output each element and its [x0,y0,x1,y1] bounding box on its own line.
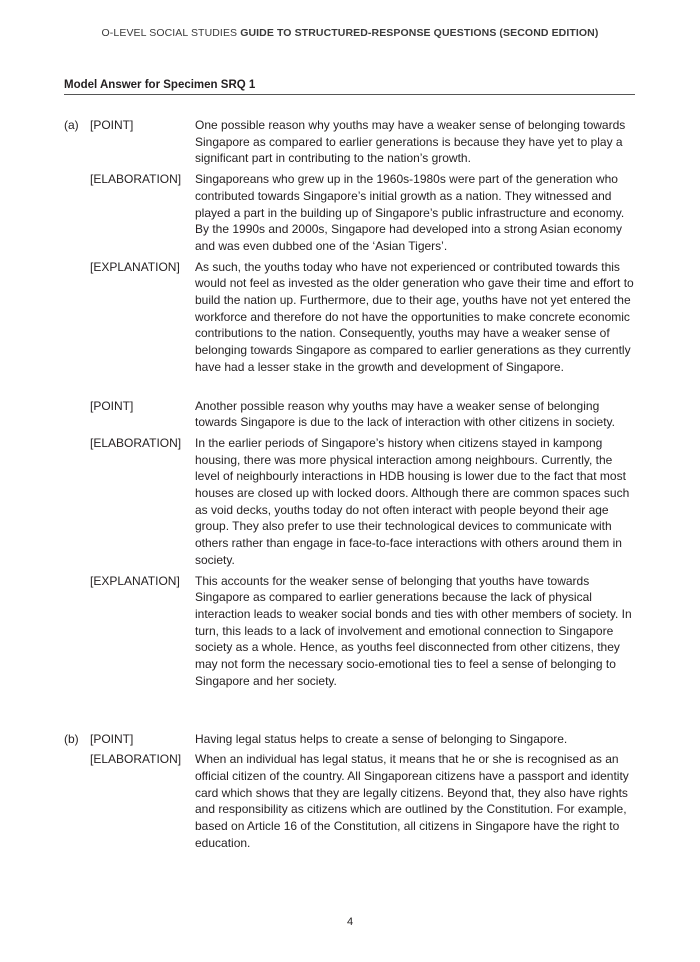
answer-entry [64,117,636,167]
answer-entry [64,573,636,690]
entry-text: As such, the youths today who have not experienced or contributed towards this would not feel as invested as the older generation who gave their time and effort to build the nation up. Furthermore, due to their age, youths have not yet entered the workforce and therefore do not have the opportunities to make concrete economic contributions to the nation. Consequently, youths may have a weaker sense of belonging towards Singapore as compared to earlier generations as they currently have had a lesser stake in the growth and development of Singapore. [195,259,634,374]
answer-entry [64,398,636,431]
part-a [64,117,636,690]
part-a-label: (a) [64,118,79,132]
entry-text: This accounts for the weaker sense of belonging that youths have towards Singapore as compared to earlier generations because the lack of physical interaction leads to weaker social bonds and ties with other members of society. In turn, this leads to a lack of involvement and emotional connection to Singapore society as a whole. Hence, as youths feel disconnected from other citizens, they may not form the necessary socio-emotional ties to feel a sense of belonging to Singapore and her society. [195,573,632,688]
entry-text: Singaporeans who grew up in the 1960s-1980s were part of the generation who contributed towards Singapore’s initial growth as a nation. They witnessed and played a part in the building up of Singapore’s public infrastructure and economy. By the 1990s and 2000s, Singapore had developed into a strong Asian economy and was even dubbed one of the ‘Asian Tigers’. [195,172,625,253]
entry-text: In the earlier periods of Singapore’s history when citizens stayed in kampong housing, there was more physical interaction among neighbours. Currently, the level of neighbourly interactions in HDB housing is lower due to the fact that most houses are closed up with locked doors. Although there are common spaces such as void decks, youths today do not often interact with people beyond their age group. They also prefer to use their technological devices to communicate with others rather than engage in face-to-face interactions with others around them in society. [195,435,630,567]
header-prefix: O-LEVEL SOCIAL STUDIES [101,27,238,39]
entry-tag: [ELABORATION] [90,435,182,450]
entry-tag: [EXPLANATION] [90,259,180,274]
entry-tag: [POINT] [90,398,134,413]
running-header [0,27,700,39]
section-title: Model Answer for Specimen SRQ 1 [64,79,635,95]
part-b-label: (b) [64,731,79,746]
entry-tag: [ELABORATION] [90,752,182,767]
spacer [64,694,636,731]
entry-tag: [POINT] [90,118,134,132]
answer-content [64,117,636,855]
entry-text: When an individual has legal status, it means that he or she is recognised as an official citizen of the country. All Singaporean citizens have a passport and identity card which shows that they are legally citizens. Beyond that, they also have rights and responsibility as citizens which are outlined by the Constitution. For example, based on Article 16 of the Constitution, all citizens in Singapore have the right to education. [195,752,629,850]
entry-text: Another possible reason why youths may have a weaker sense of belonging towards Singapore is due to the lack of interaction with other citizens in society. [195,398,615,430]
answer-entry [64,731,636,748]
part-b [64,731,636,852]
page-number: 4 [346,916,354,928]
entry-tag: [EXPLANATION] [90,573,180,588]
entry-text: Having legal status helps to create a sense of belonging to Singapore. [195,731,568,746]
spacer [64,380,636,398]
answer-entry [64,259,636,376]
header-title: GUIDE TO STRUCTURED-RESPONSE QUESTIONS (SECOND EDITION) [240,27,599,39]
entry-text: One possible reason why youths may have a weaker sense of belonging towards Singapore as compared to earlier generations is because they have yet to play a significant part in contributing to the nation’s growth. [195,118,626,166]
entry-tag: [POINT] [90,731,134,746]
answer-entry [64,435,636,569]
answer-entry [64,171,636,255]
answer-entry [64,751,636,851]
entry-tag: [ELABORATION] [90,172,182,187]
